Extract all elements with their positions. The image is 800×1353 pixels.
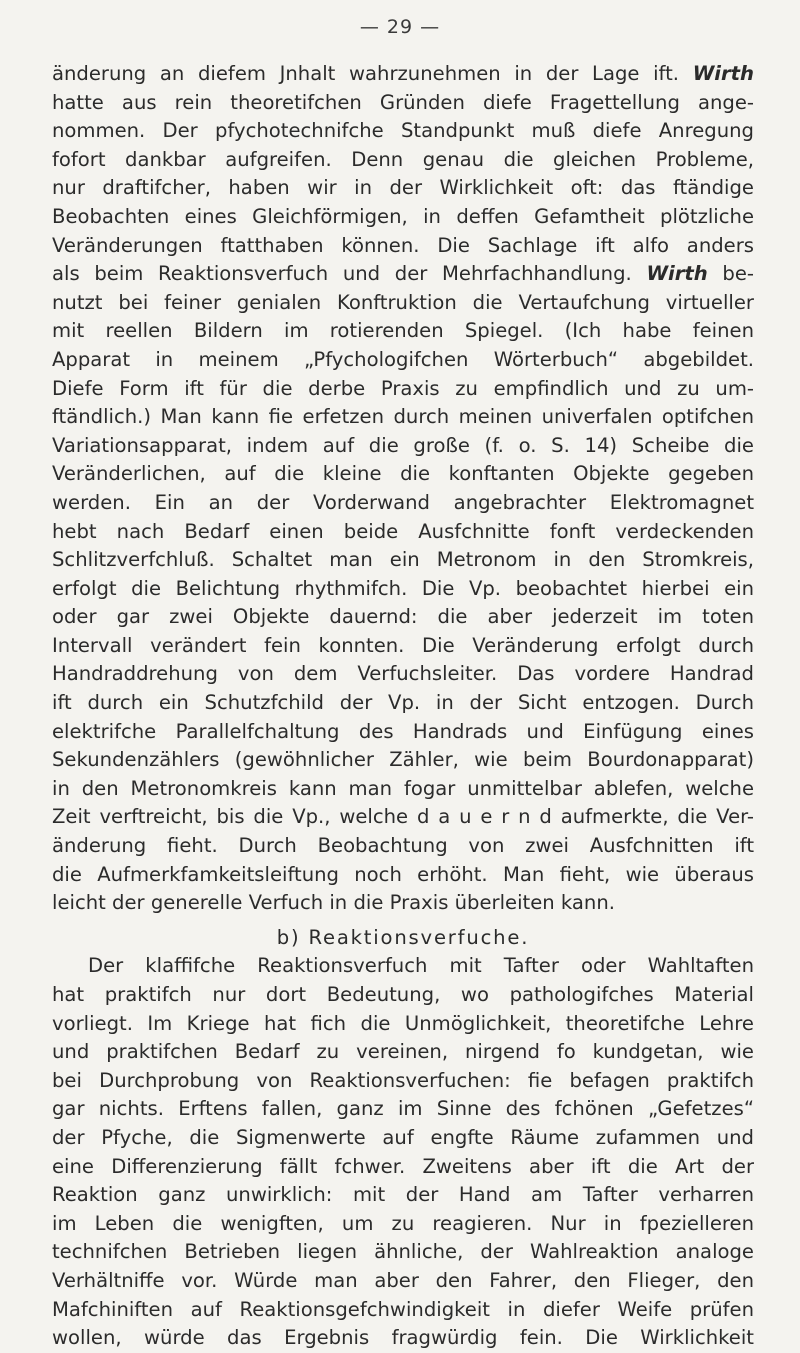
text-segment: hebt nach Bedarf einen beide Ausfchnitte fonft verdeckenden	[52, 519, 754, 543]
text-line	[52, 546, 754, 575]
page-number: — 29 —	[359, 16, 441, 38]
text-segment: technifchen Betrieben liegen ähnliche, der Wahlreaktion analoge	[52, 1240, 754, 1264]
text-line	[52, 1010, 754, 1039]
text-segment: Beobachten eines Gleichförmigen, in deffen Gefamtheit plötzliche	[52, 204, 754, 228]
text-line	[52, 1067, 754, 1096]
text-segment: ift durch ein Schutzfchild der Vp. in der Sicht entzogen. Durch	[52, 691, 754, 715]
text-line	[52, 1267, 754, 1296]
section-heading: b) Reaktionsverfuche.	[276, 925, 530, 949]
text-line	[52, 1181, 754, 1210]
text-segment: Handraddrehung von dem Verfuchsleiter. Das vordere Handrad	[52, 662, 754, 686]
text-segment: leicht der generelle Verfuch in die Praxis überleiten kann.	[52, 891, 615, 915]
text-line	[52, 460, 754, 489]
text-segment: Apparat in meinem „Pfychologifchen Wörterbuch“ abgebildet.	[52, 347, 754, 371]
text-line	[52, 203, 754, 232]
text-segment: Sekundenzählers (gewöhnlicher Zähler, wie beim Bourdonapparat)	[52, 748, 754, 772]
text-segment: Verhältniffe vor. Würde man aber den Fahrer, den Flieger, den	[52, 1268, 754, 1292]
text-segment: Variationsapparat, indem auf die große (f. o. S. 14) Scheibe die	[52, 433, 754, 457]
text-line	[52, 1153, 754, 1182]
text-segment: Schlitzverfchluß. Schaltet man ein Metronom in den Stromkreis,	[52, 548, 754, 572]
text-line	[52, 146, 754, 175]
text-line	[52, 1324, 754, 1353]
text-line	[52, 432, 754, 461]
text-segment: be-	[707, 262, 754, 286]
text-line	[52, 60, 754, 89]
paragraph-2	[52, 952, 754, 1352]
text-segment: nommen. Der pfychotechnifche Standpunkt muß diefe Anregung	[52, 119, 754, 143]
text-segment: Intervall verändert fein konnten. Die Veränderung erfolgt durch	[52, 633, 754, 657]
text-segment: nur draftifcher, haben wir in der Wirklichkeit oft: das ftändige	[52, 176, 754, 200]
text-line	[52, 375, 754, 404]
text-segment: änderung an diefem Jnhalt wahrzunehmen in der Lage ift.	[52, 62, 693, 85]
text-line	[52, 346, 754, 375]
text-segment: ftändlich.) Man kann fie erfetzen durch meinen univerfalen optifchen	[52, 405, 754, 429]
text-segment: in den Metronomkreis kann man fogar unmittelbar ablefen, welche	[52, 776, 754, 800]
text-segment: nutzt bei feiner genialen Konftruktion die Vertaufchung virtueller	[52, 290, 754, 314]
author-name: Wirth	[692, 62, 754, 85]
text-segment: eine Differenzierung fällt fchwer. Zweitens aber ift die Art der	[52, 1154, 754, 1178]
text-line	[52, 518, 754, 547]
text-line	[52, 317, 754, 346]
text-line	[52, 689, 754, 718]
text-segment: vorliegt. Im Kriege hat fich die Unmöglichkeit, theoretifche Lehre	[52, 1011, 754, 1035]
text-line	[52, 603, 754, 632]
text-line	[52, 117, 754, 146]
text-line	[52, 861, 754, 890]
text-segment: Mafchiniften auf Reaktionsgefchwindigkeit in diefer Weife prüfen	[52, 1297, 754, 1321]
text-segment: Diefe Form ift für die derbe Praxis zu empfindlich und zu um-	[52, 376, 754, 400]
text-line	[52, 832, 754, 861]
text-line	[52, 1038, 754, 1067]
text-segment: gar nichts. Erftens fallen, ganz im Sinne des fchönen „Gefetzes“	[52, 1097, 754, 1121]
text-line	[52, 89, 754, 118]
text-line	[52, 803, 754, 832]
text-line	[52, 632, 754, 661]
text-segment: der Pfyche, die Sigmenwerte auf engfte Räume zufammen und	[52, 1125, 754, 1149]
text-line	[52, 889, 754, 918]
text-line	[52, 289, 754, 318]
text-line	[52, 660, 754, 689]
text-line	[52, 174, 754, 203]
text-segment: Zeit verftreicht, bis die Vp., welche d a u e r n d aufmerkte, die Ver-	[52, 805, 754, 829]
author-name: Wirth	[646, 262, 708, 286]
text-segment: im Leben die wenigften, um zu reagieren. Nur in fpezielleren	[52, 1211, 754, 1235]
text-segment: werden. Ein an der Vorderwand angebrachter Elektromagnet	[52, 490, 754, 514]
text-line	[52, 403, 754, 432]
text-line	[52, 232, 754, 261]
text-segment: hat praktifch nur dort Bedeutung, wo pathologifches Material	[52, 983, 754, 1006]
text-segment: Veränderungen ftatthaben können. Die Sachlage ift alfo anders	[52, 233, 754, 257]
text-line	[52, 952, 754, 981]
text-line	[52, 775, 754, 804]
text-segment: hatte aus rein theoretifchen Gründen diefe Fragettellung ange-	[52, 90, 754, 114]
text-segment: fofort dankbar aufgreifen. Denn genau die gleichen Probleme,	[52, 147, 754, 171]
text-line	[52, 1124, 754, 1153]
text-segment: bei Durchprobung von Reaktionsverfuchen: fie befagen praktifch	[52, 1068, 754, 1092]
text-segment: änderung fieht. Durch Beobachtung von zwei Ausfchnitten ift	[52, 834, 754, 858]
text-line	[52, 1210, 754, 1239]
text-segment: wollen, würde das Ergebnis fragwürdig fein. Die Wirklichkeit	[52, 1326, 754, 1350]
text-line	[52, 1238, 754, 1267]
text-segment: Veränderlichen, auf die kleine die konftanten Objekte gegeben	[52, 462, 754, 486]
text-line	[52, 746, 754, 775]
text-segment: erfolgt die Belichtung rhythmifch. Die Vp. beobachtet hierbei ein	[52, 576, 754, 600]
text-segment: Der klaffifche Reaktionsverfuch mit Tafter oder Wahltaften	[88, 954, 754, 978]
text-segment: elektrifche Parallelfchaltung des Handrads und Einfügung eines	[52, 719, 754, 743]
text-line	[52, 575, 754, 604]
text-segment: die Aufmerkfamkeitsleiftung noch erhöht. Man fieht, wie überaus	[52, 862, 754, 886]
body-text	[52, 60, 754, 1353]
text-line	[52, 260, 754, 289]
text-segment: Reaktion ganz unwirklich: mit der Hand am Tafter verharren	[52, 1183, 754, 1207]
text-segment: als beim Reaktionsverfuch und der Mehrfachhandlung.	[52, 262, 647, 286]
text-segment: und praktifchen Bedarf zu vereinen, nirgend fo kundgetan, wie	[52, 1040, 754, 1064]
text-segment: mit reellen Bildern im rotierenden Spiegel. (Ich habe feinen	[52, 319, 754, 343]
text-line	[52, 981, 754, 1010]
text-line	[52, 489, 754, 518]
text-line	[52, 718, 754, 747]
text-segment: oder gar zwei Objekte dauernd: die aber jederzeit im toten	[52, 605, 754, 629]
paragraph-1	[52, 60, 754, 918]
text-line	[52, 1095, 754, 1124]
